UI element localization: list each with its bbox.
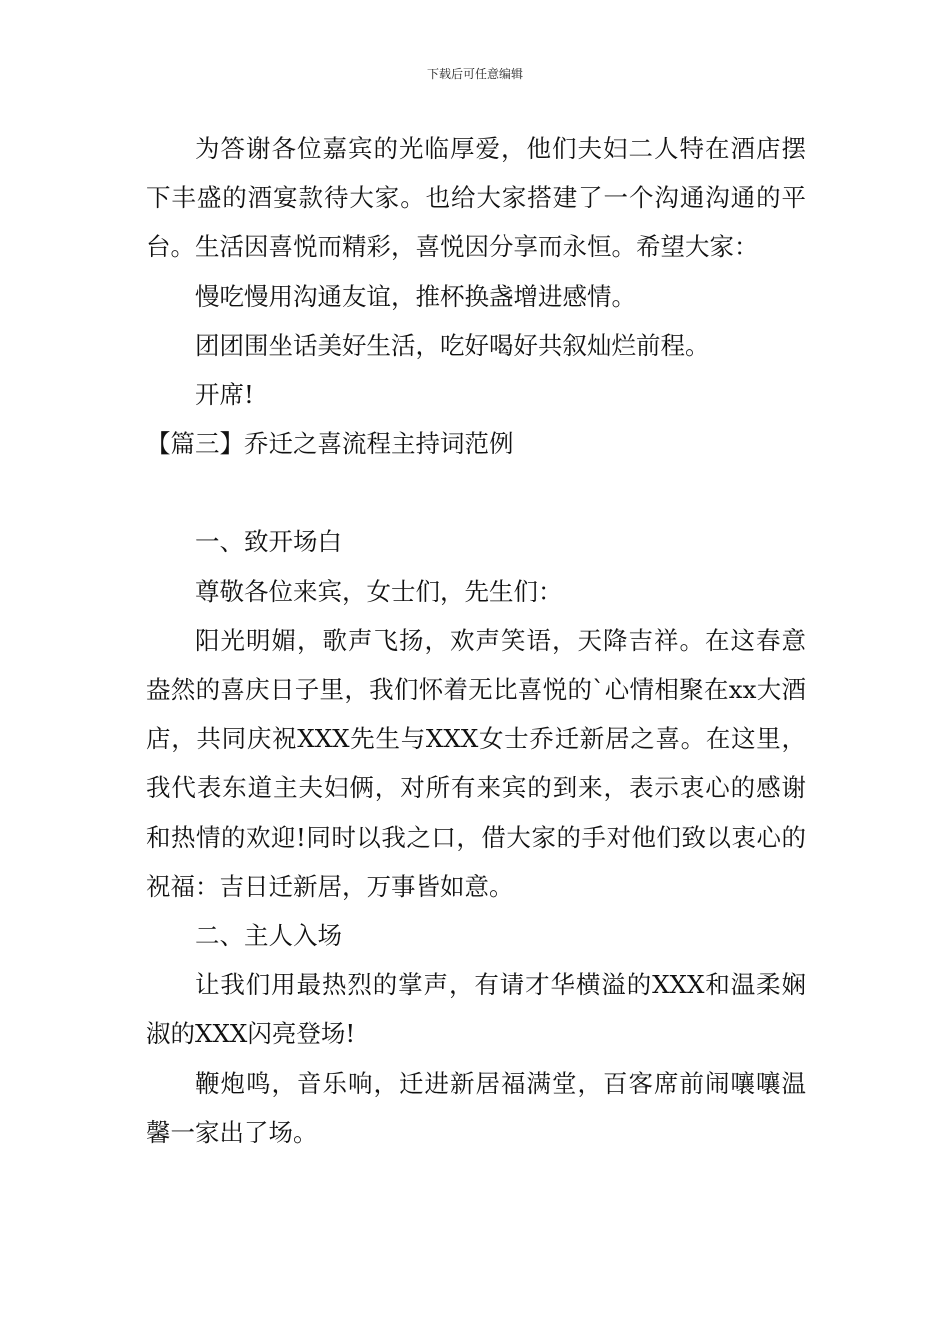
paragraph-opening-speech: 阳光明媚，歌声飞扬，欢声笑语，天降吉祥。在这春意盎然的喜庆日子里，我们怀着无比喜悦的`心情相聚在xx大酒店，共同庆祝XXX先生与XXX女士乔迁新居之喜。在这里，我代表东道主夫妇俩，对所有来宾的到来，表示衷心的感谢和热情的欢迎!同时以我之口，借大家的手对他们致以衷心的祝福：吉日迁新居，万事皆如意。: [146, 625, 806, 901]
paragraph-couplet-1: 慢吃慢用沟通友谊，推杯换盏增进感情。: [195, 281, 636, 311]
paragraph-celebration: 鞭炮鸣，音乐响，迁进新居福满堂，百客席前闹嚷嚷温馨一家出了场。: [146, 1068, 806, 1147]
subheading-opening: 一、致开场白: [195, 527, 342, 557]
paragraph-couplet-2: 团团围坐话美好生活，吃好喝好共叙灿烂前程。: [195, 330, 710, 360]
section-heading: 【篇三】乔迁之喜流程主持词范例: [146, 429, 514, 459]
page-header-note: 下载后可任意编辑: [426, 67, 523, 81]
paragraph-invite-hosts: 让我们用最热烈的掌声，有请才华横溢的XXX和温柔娴淑的XXX闪亮登场!: [146, 970, 806, 1049]
subheading-hosts-enter: 二、主人入场: [195, 921, 342, 951]
paragraph-greeting: 尊敬各位来宾，女士们，先生们：: [195, 576, 563, 606]
paragraph-thanks: 为答谢各位嘉宾的光临厚爱，他们夫妇二人特在酒店摆下丰盛的酒宴款待大家。也给大家搭建了一个沟通沟通的平台。生活因喜悦而精彩，喜悦因分享而永恒。希望大家：: [146, 134, 806, 262]
paragraph-start-feast: 开席!: [195, 380, 254, 410]
blank-line: [146, 468, 806, 517]
document-body: [146, 124, 806, 1157]
